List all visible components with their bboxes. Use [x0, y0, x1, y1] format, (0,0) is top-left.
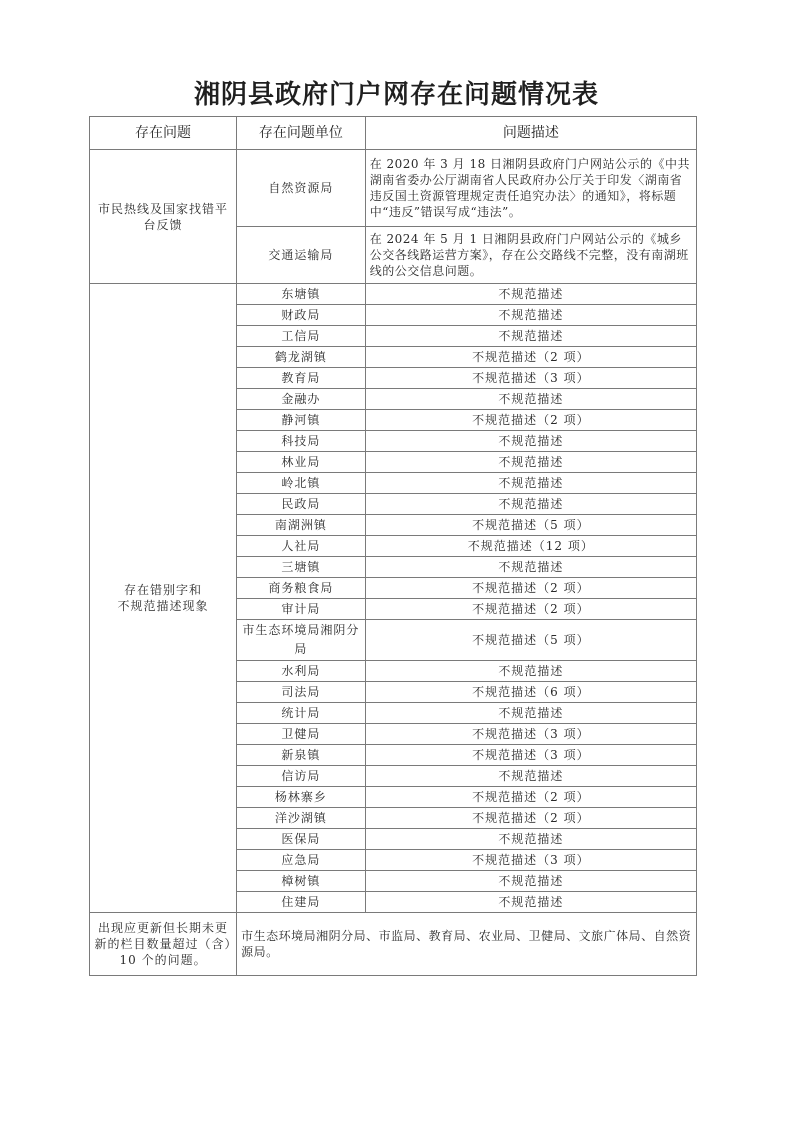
unit-cell: 洋沙湖镇	[237, 808, 366, 829]
unit-cell: 审计局	[237, 599, 366, 620]
unit-cell: 樟树镇	[237, 871, 366, 892]
description-cell: 在 2024 年 5 月 1 日湘阴县政府门户网站公示的《城乡公交各线路运营方案》，存在公交路线不完整，没有南湖班线的公交信息问题。	[365, 227, 696, 284]
description-cell: 不规范描述	[365, 431, 696, 452]
description-cell: 不规范描述	[365, 871, 696, 892]
unit-cell: 东塘镇	[237, 284, 366, 305]
unit-cell: 信访局	[237, 766, 366, 787]
unit-cell: 静河镇	[237, 410, 366, 431]
table-row	[90, 284, 697, 305]
description-cell: 不规范描述（5 项）	[365, 515, 696, 536]
unit-cell: 教育局	[237, 368, 366, 389]
unit-cell: 人社局	[237, 536, 366, 557]
unit-cell: 商务粮食局	[237, 578, 366, 599]
description-cell: 市生态环境局湘阴分局、市监局、教育局、农业局、卫健局、文旅广体局、自然资源局。	[237, 913, 697, 976]
unit-cell: 自然资源局	[237, 150, 366, 227]
description-cell: 不规范描述	[365, 284, 696, 305]
unit-cell: 林业局	[237, 452, 366, 473]
category-line: 存在错别字和	[124, 583, 203, 597]
description-cell: 不规范描述（12 项）	[365, 536, 696, 557]
unit-cell: 杨林寨乡	[237, 787, 366, 808]
description-cell: 不规范描述	[365, 305, 696, 326]
description-cell: 不规范描述	[365, 829, 696, 850]
description-cell: 不规范描述（3 项）	[365, 745, 696, 766]
description-cell: 不规范描述（3 项）	[365, 368, 696, 389]
description-cell: 不规范描述（2 项）	[365, 808, 696, 829]
category-typos-irregular	[90, 284, 237, 913]
category-line: 不规范描述现象	[117, 599, 209, 613]
unit-cell: 住建局	[237, 892, 366, 913]
page-title: 湘阴县政府门户网存在问题情况表	[193, 80, 599, 110]
unit-cell: 工信局	[237, 326, 366, 347]
description-cell: 不规范描述	[365, 473, 696, 494]
issues-table	[89, 116, 697, 976]
unit-cell: 新泉镇	[237, 745, 366, 766]
header-issue: 存在问题	[90, 117, 237, 150]
description-cell: 不规范描述（6 项）	[365, 682, 696, 703]
unit-cell: 岭北镇	[237, 473, 366, 494]
description-cell: 不规范描述（3 项）	[365, 850, 696, 871]
unit-cell: 民政局	[237, 494, 366, 515]
unit-cell: 统计局	[237, 703, 366, 724]
unit-cell: 三塘镇	[237, 557, 366, 578]
category-outdated-columns: 出现应更新但长期未更新的栏目数量超过（含）10 个的问题。	[90, 913, 237, 976]
unit-cell: 水利局	[237, 661, 366, 682]
description-cell: 不规范描述	[365, 557, 696, 578]
header-description: 问题描述	[365, 117, 696, 150]
unit-cell: 财政局	[237, 305, 366, 326]
unit-cell: 鹤龙湖镇	[237, 347, 366, 368]
description-cell: 不规范描述	[365, 703, 696, 724]
description-cell: 不规范描述	[365, 494, 696, 515]
unit-cell: 市生态环境局湘阴分局	[237, 620, 366, 661]
unit-cell: 医保局	[237, 829, 366, 850]
description-cell: 不规范描述	[365, 326, 696, 347]
description-cell: 不规范描述	[365, 766, 696, 787]
table-header-row	[90, 117, 697, 150]
unit-cell: 应急局	[237, 850, 366, 871]
unit-cell: 科技局	[237, 431, 366, 452]
table-row	[90, 150, 697, 227]
unit-cell: 金融办	[237, 389, 366, 410]
description-cell: 不规范描述（2 项）	[365, 578, 696, 599]
description-cell: 不规范描述（3 项）	[365, 724, 696, 745]
description-cell: 不规范描述（2 项）	[365, 410, 696, 431]
unit-cell: 司法局	[237, 682, 366, 703]
description-cell: 不规范描述	[365, 892, 696, 913]
description-cell: 不规范描述	[365, 452, 696, 473]
header-unit: 存在问题单位	[237, 117, 366, 150]
category-hotline-feedback: 市民热线及国家找错平台反馈	[90, 150, 237, 284]
description-cell: 不规范描述（2 项）	[365, 599, 696, 620]
description-cell: 不规范描述（2 项）	[365, 787, 696, 808]
description-cell: 不规范描述	[365, 661, 696, 682]
description-cell: 不规范描述	[365, 389, 696, 410]
table-row	[90, 913, 697, 976]
unit-cell: 卫健局	[237, 724, 366, 745]
unit-cell: 交通运输局	[237, 227, 366, 284]
description-cell: 在 2020 年 3 月 18 日湘阴县政府门户网站公示的《中共湖南省委办公厅湖南省人民政府办公厅关于印发〈湖南省违反国土资源管理规定责任追究办法〉的通知》，将标题中“违反”错误写成“违法”。	[365, 150, 696, 227]
description-cell: 不规范描述（2 项）	[365, 347, 696, 368]
description-cell: 不规范描述（5 项）	[365, 620, 696, 661]
unit-cell: 南湖洲镇	[237, 515, 366, 536]
